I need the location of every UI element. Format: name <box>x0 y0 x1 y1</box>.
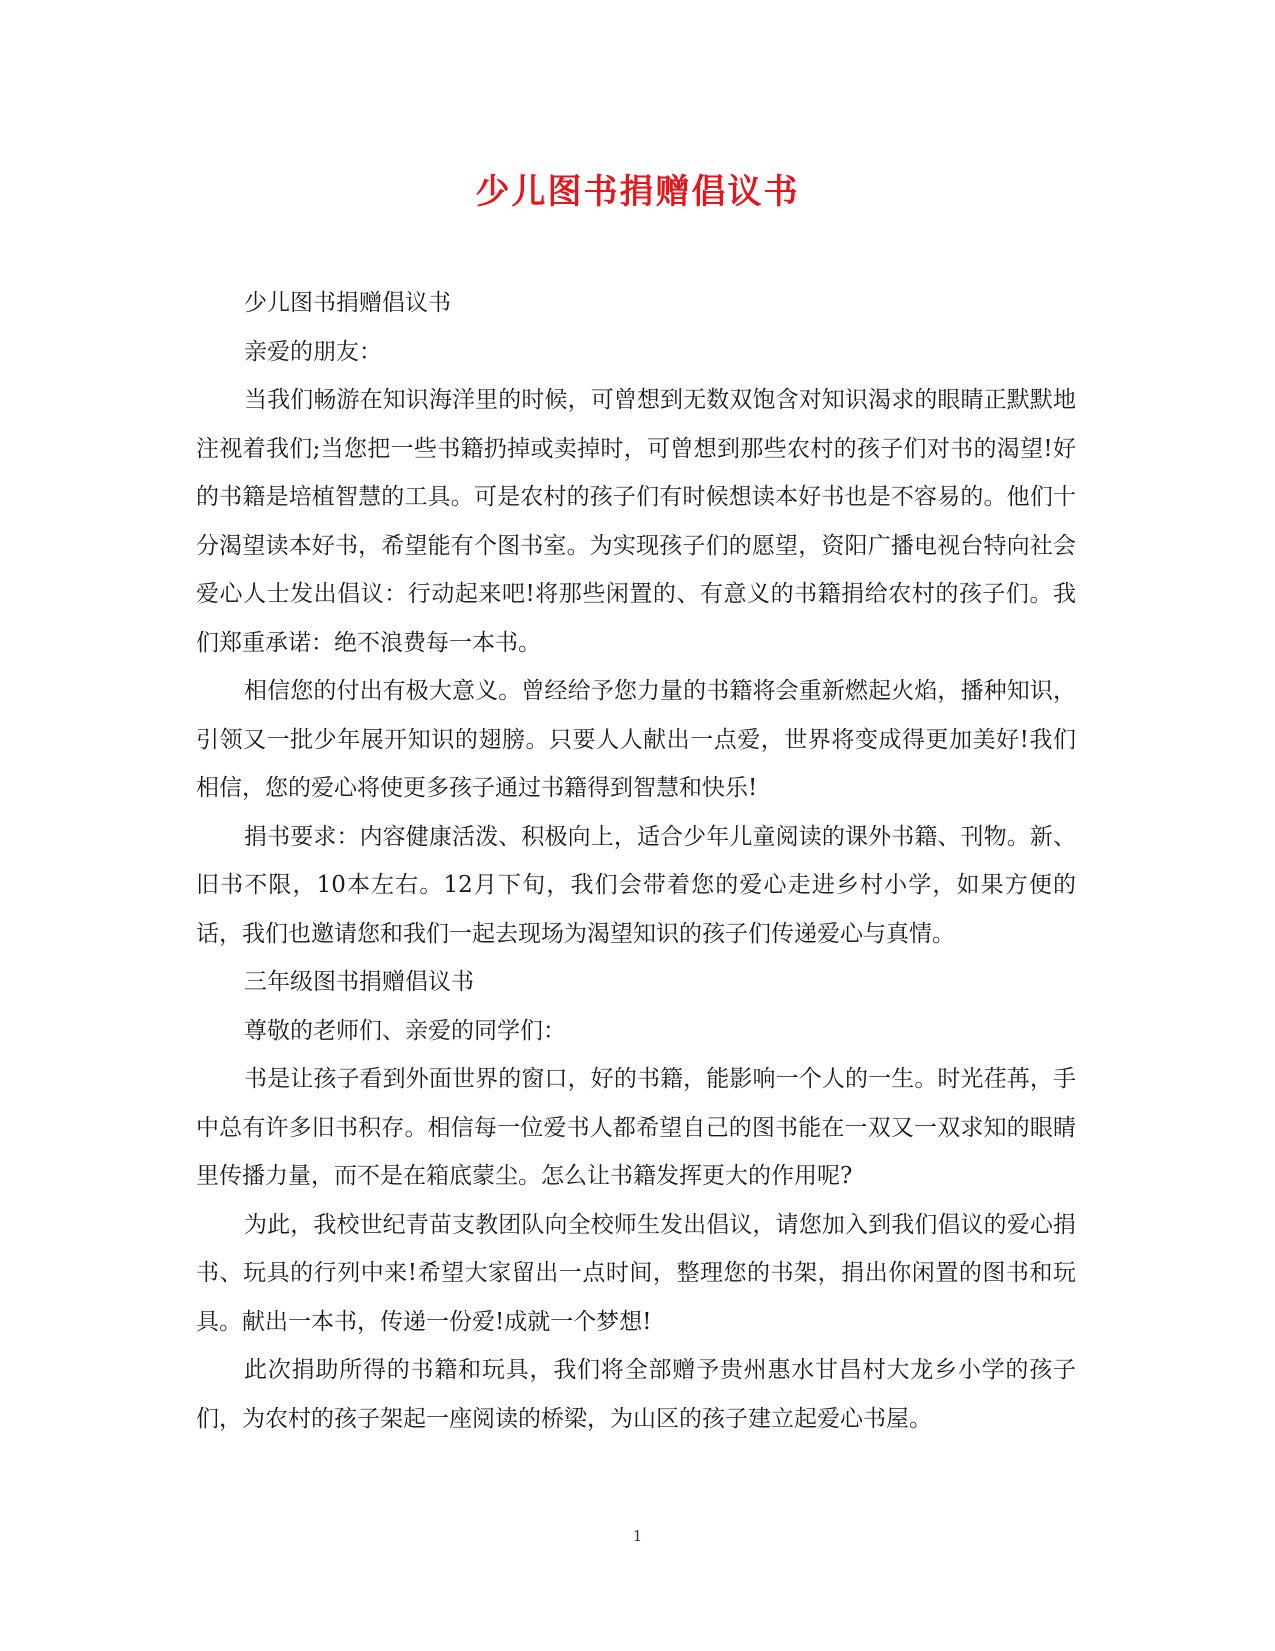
page-number: 1 <box>632 1527 643 1545</box>
paragraph-salutation-1: 亲爱的朋友： <box>244 338 382 365</box>
paragraph: 捐书要求：内容健康活泼、积极向上，适合少年儿童阅读的课外书籍、刊物。新、旧书不限，10本左右。12月下旬，我们会带着您的爱心走进乡村小学，如果方便的话，我们也邀请您和我们一起去现场为渴望知识的孩子们传递爱心与真情。 <box>196 823 1076 947</box>
paragraph-heading-2: 三年级图书捐赠倡议书 <box>244 969 474 995</box>
paragraph: 此次捐助所得的书籍和玩具，我们将全部赠予贵州惠水甘昌村大龙乡小学的孩子们，为农村的孩子架起一座阅读的桥梁，为山区的孩子建立起爱心书屋。 <box>196 1357 1076 1432</box>
document-body <box>196 279 1076 1443</box>
paragraph: 当我们畅游在知识海洋里的时候，可曾想到无数双饱含对知识渴求的眼睛正默默地注视着我们;当您把一些书籍扔掉或卖掉时，可曾想到那些农村的孩子们对书的渴望!好的书籍是培植智慧的工具。可是农村的孩子们有时候想读本好书也是不容易的。他们十分渴望读本好书，希望能有个图书室。为实现孩子们的愿望，资阳广播电视台特向社会爱心人士发出倡议：行动起来吧!将那些闲置的、有意义的书籍捐给农村的孩子们。我们郑重承诺：绝不浪费每一本书。 <box>196 387 1076 656</box>
paragraph: 书是让孩子看到外面世界的窗口，好的书籍，能影响一个人的一生。时光荏苒，手中总有许多旧书积存。相信每一位爱书人都希望自己的图书能在一双又一双求知的眼睛里传播力量，而不是在箱底蒙尘。怎么让书籍发挥更大的作用呢? <box>196 1066 1076 1189</box>
document-title: 少儿图书捐赠倡议书 <box>475 172 800 212</box>
paragraph-salutation-2: 尊敬的老师们、亲爱的同学们： <box>244 1017 566 1044</box>
paragraph: 相信您的付出有极大意义。曾经给予您力量的书籍将会重新燃起火焰，播种知识，引领又一批少年展开知识的翅膀。只要人人献出一点爱，世界将变成得更加美好!我们相信，您的爱心将使更多孩子通过书籍得到智慧和快乐! <box>196 678 1076 801</box>
paragraph-heading-1: 少儿图书捐赠倡议书 <box>244 290 451 316</box>
paragraph: 为此，我校世纪青苗支教团队向全校师生发出倡议，请您加入到我们倡议的爱心捐书、玩具的行列中来!希望大家留出一点时间，整理您的书架，捐出你闲置的图书和玩具。献出一本书，传递一份爱!成就一个梦想! <box>196 1211 1076 1335</box>
